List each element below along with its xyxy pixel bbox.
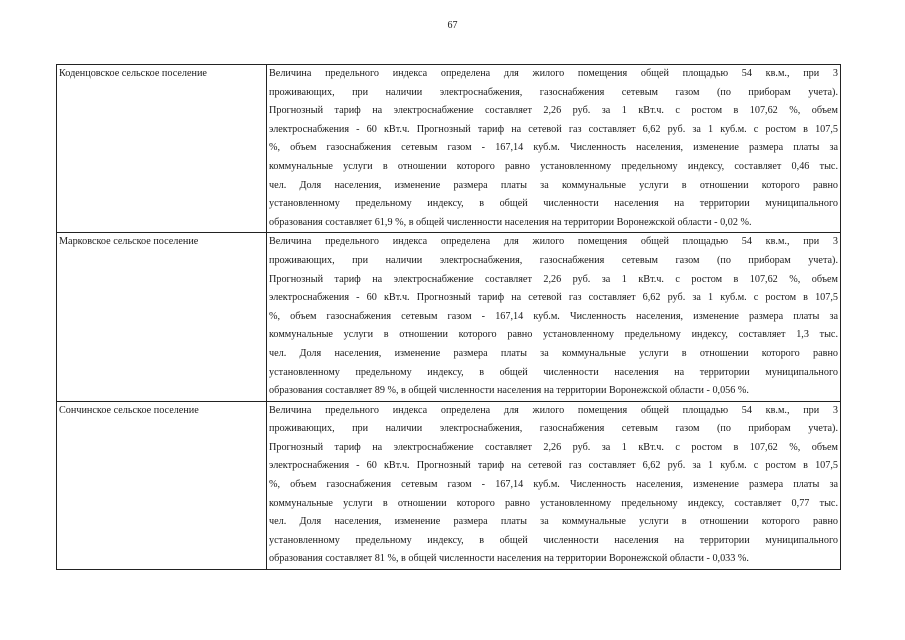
description-line: %, объем газоснабжения сетевым газом - 167,14 куб.м. Численность населения, изменение размера платы за xyxy=(269,479,838,491)
description-line: Величина предельного индекса определена для жилого помещения общей площадью 54 кв.м., при 3 xyxy=(269,68,838,79)
description-line: установленному предельному индексу, в общей численности населения на территории муниципального xyxy=(269,534,838,546)
description-line: электроснабжения - 60 кВт.ч. Прогнозный тариф на сетевой газ составляет 6,62 руб. за 1 куб.м. с ростом в 107,5 xyxy=(269,123,838,135)
description-line: образования составляет 61,9 %, в общей численности населения на территории Воронежской области - 0,02 %. xyxy=(269,216,752,228)
description-line: электроснабжения - 60 кВт.ч. Прогнозный тариф на сетевой газ составляет 6,62 руб. за 1 куб.м. с ростом в 107,5 xyxy=(269,460,838,472)
description-line: чел. Доля населения, изменение размера платы за коммунальные услуги в отношении которого равно xyxy=(269,516,838,528)
settlements-table xyxy=(56,64,841,570)
settlement-name: Сончинское сельское поселение xyxy=(57,401,267,569)
description-line: %, объем газоснабжения сетевым газом - 167,14 куб.м. Численность населения, изменение размера платы за xyxy=(269,310,838,322)
description-line: установленному предельному индексу, в общей численности населения на территории муниципального xyxy=(269,198,838,210)
settlement-description xyxy=(267,65,841,233)
description-line: проживающих, при наличии электроснабжения, газоснабжения сетевым газом (по приборам учета). xyxy=(269,254,838,266)
settlement-description xyxy=(267,233,841,401)
description-line: установленному предельному индексу, в общей численности населения на территории муниципального xyxy=(269,366,838,378)
settlement-name: Марковское сельское поселение xyxy=(57,233,267,401)
description-line: образования составляет 89 %, в общей численности населения на территории Воронежской области - 0,056 %. xyxy=(269,385,749,397)
description-line: проживающих, при наличии электроснабжения, газоснабжения сетевым газом (по приборам учета). xyxy=(269,86,838,98)
description-line: Прогнозный тариф на электроснабжение составляет 2,26 руб. за 1 кВт.ч. с ростом в 107,62 %, объем xyxy=(269,105,838,117)
description-line: Прогнозный тариф на электроснабжение составляет 2,26 руб. за 1 кВт.ч. с ростом в 107,62 %, объем xyxy=(269,441,838,453)
description-line: коммунальные услуги в отношении которого равно установленному предельному индексу, составляет 0,46 тыс. xyxy=(269,160,838,172)
description-line: Величина предельного индекса определена для жилого помещения общей площадью 54 кв.м., при 3 xyxy=(269,236,838,248)
table-row xyxy=(57,233,841,401)
description-line: коммунальные услуги в отношении которого равно установленному предельному индексу, составляет 0,77 тыс. xyxy=(269,497,838,509)
description-line: Прогнозный тариф на электроснабжение составляет 2,26 руб. за 1 кВт.ч. с ростом в 107,62 %, объем xyxy=(269,273,838,285)
description-line: проживающих, при наличии электроснабжения, газоснабжения сетевым газом (по приборам учета). xyxy=(269,423,838,435)
description-line: коммунальные услуги в отношении которого равно установленному предельному индексу, составляет 1,3 тыс. xyxy=(269,329,838,341)
settlement-description xyxy=(267,401,841,569)
description-line: чел. Доля населения, изменение размера платы за коммунальные услуги в отношении которого равно xyxy=(269,347,838,359)
description-line: электроснабжения - 60 кВт.ч. Прогнозный тариф на сетевой газ составляет 6,62 руб. за 1 куб.м. с ростом в 107,5 xyxy=(269,292,838,304)
settlement-name: Коденцовское сельское поселение xyxy=(57,65,267,233)
page-number: 67 xyxy=(447,20,458,31)
description-line: Величина предельного индекса определена для жилого помещения общей площадью 54 кв.м., при 3 xyxy=(269,404,838,416)
table-row xyxy=(57,401,841,569)
description-line: образования составляет 81 %, в общей численности населения на территории Воронежской области - 0,033 %. xyxy=(269,553,749,565)
table-row xyxy=(57,65,841,233)
description-line: %, объем газоснабжения сетевым газом - 167,14 куб.м. Численность населения, изменение размера платы за xyxy=(269,142,838,154)
description-line: чел. Доля населения, изменение размера платы за коммунальные услуги в отношении которого равно xyxy=(269,179,838,191)
